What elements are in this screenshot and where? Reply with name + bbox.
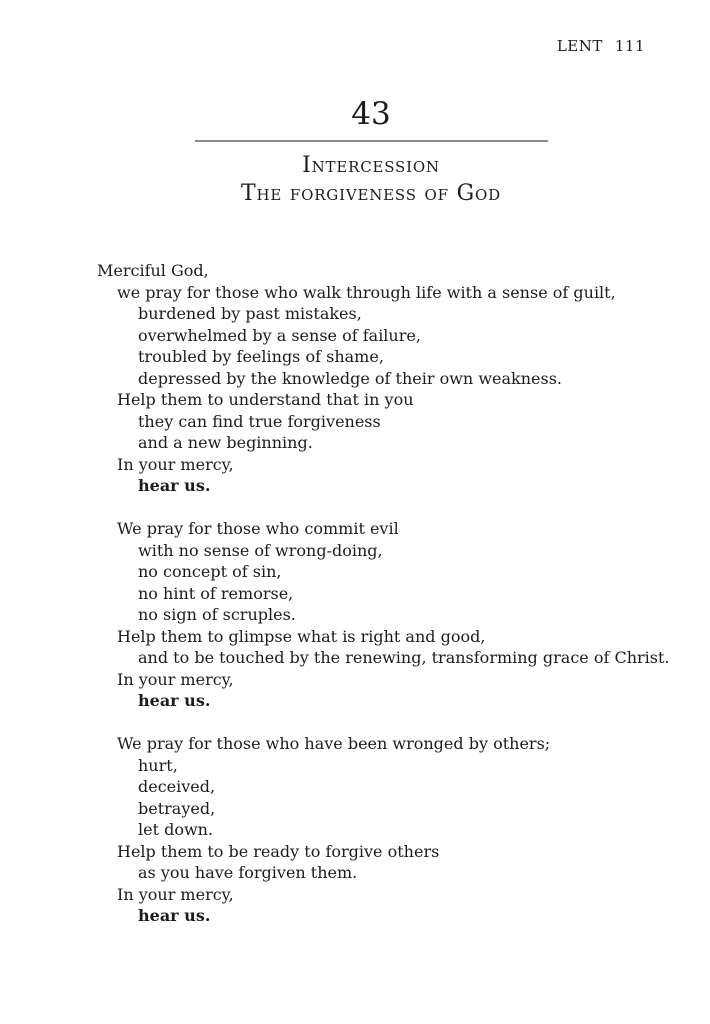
prayer-text — [97, 260, 670, 927]
prayer-line: let down. — [138, 820, 214, 839]
prayer-line: hear us. — [138, 476, 211, 495]
prayer-line: troubled by feelings of shame, — [138, 347, 384, 366]
prayer-line: Help them to be ready to forgive others — [117, 841, 440, 861]
prayer-line: with no sense of wrong-doing, — [138, 540, 383, 560]
prayer-line: burdened by past mistakes, — [138, 304, 362, 323]
prayer-line: as you have forgiven them. — [138, 863, 358, 882]
prayer-line: Help them to understand that in you — [117, 390, 414, 409]
prayer-line: We pray for those who commit evil — [117, 519, 399, 538]
prayer-line: In your mercy, — [117, 884, 234, 904]
section-number: 43 — [351, 96, 391, 132]
prayer-stanza — [97, 733, 645, 927]
prayer-line: hear us. — [138, 906, 211, 925]
prayer-line: depressed by the knowledge of their own weakness. — [138, 368, 562, 388]
page-number: 111 — [614, 37, 645, 55]
running-title: LENT — [556, 37, 603, 55]
section-title-line1: Intercession — [302, 153, 440, 178]
prayer-line: In your mercy, — [117, 454, 234, 474]
prayer-stanza — [97, 260, 645, 497]
prayer-line: no sign of scruples. — [138, 605, 296, 624]
prayer-line: In your mercy, — [117, 669, 234, 689]
prayer-line: and to be touched by the renewing, transforming grace of Christ. — [138, 648, 670, 667]
prayer-line: no hint of remorse, — [138, 583, 294, 603]
section-title-line2: The forgiveness of God — [241, 181, 501, 206]
prayer-line: deceived, — [138, 777, 216, 796]
prayer-line: Merciful God, — [97, 261, 209, 280]
prayer-line: hear us. — [138, 691, 211, 710]
prayer-line: overwhelmed by a sense of failure, — [138, 325, 421, 345]
prayer-line: they can find true forgiveness — [138, 411, 381, 431]
prayer-stanza — [97, 518, 670, 712]
prayer-line: Help them to glimpse what is right and good, — [117, 626, 486, 646]
prayer-line: betrayed, — [138, 798, 216, 818]
page-header — [97, 37, 645, 56]
prayer-line: We pray for those who have been wronged by others; — [117, 734, 551, 753]
prayer-line: we pray for those who walk through life with a sense of guilt, — [117, 282, 616, 302]
prayer-line: and a new beginning. — [138, 433, 313, 452]
prayer-line: no concept of sin, — [138, 562, 282, 581]
prayer-line: hurt, — [138, 755, 178, 775]
section-rule — [195, 140, 548, 142]
